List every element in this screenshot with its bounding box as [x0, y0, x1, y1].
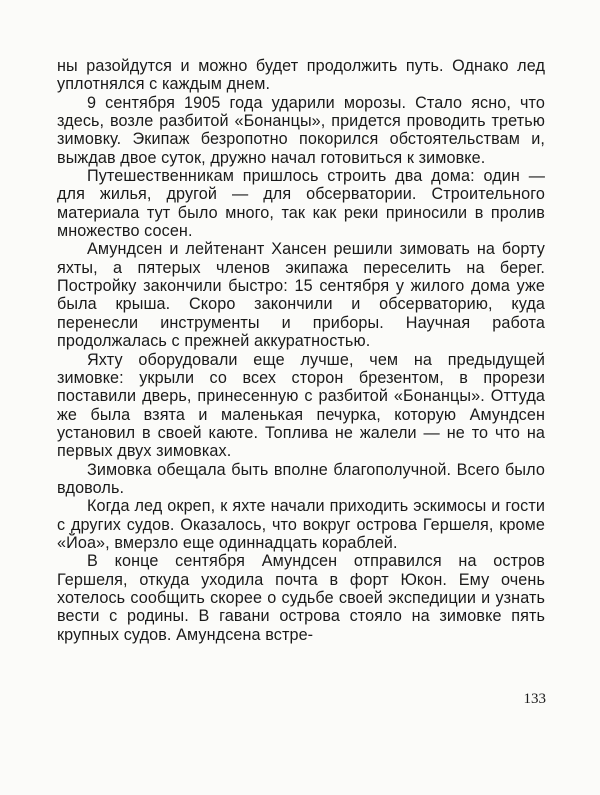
paragraph-1: ны разойдутся и можно будет продолжить путь. Однако лед уплотнялся с каждым днем.	[57, 57, 545, 94]
paragraph-4: Амундсен и лейтенант Хансен решили зимовать на борту яхты, а пятерых членов экипажа переселить на берег. Постройку закончили быстро: 15 сентября у жилого дома уже была крыша. Скоро закончили и обсерваторию, куда перенесли инструменты и приборы. Научная работа продолжалась с прежней аккуратностью.	[57, 240, 545, 351]
paragraph-7: Когда лед окреп, к яхте начали приходить эскимосы и гости с других судов. Оказалось, что вокруг острова Гершеля, кроме «Йоа», вмерзло еще одиннадцать кораблей.	[57, 497, 545, 552]
paragraph-8: В конце сентября Амундсен отправился на остров Гершеля, откуда уходила почта в форт Юкон. Ему очень хотелось сообщить скорее о судьбе своей экспедиции и узнать вести с родины. В гавани острова стояло на зимовке пять крупных судов. Амундсена встре-	[57, 552, 545, 644]
paragraph-5: Яхту оборудовали еще лучше, чем на предыдущей зимовке: укрыли со всех сторон брезентом, в прорези поставили дверь, принесенную с разбитой «Бонанцы». Оттуда же была взята и маленькая печурка, которую Амундсен установил в своей каюте. Топлива не жалели — не то что на первых двух зимовках.	[57, 350, 545, 461]
paragraph-3: Путешественникам пришлось строить два дома: один — для жилья, другой — для обсерватории. Строительного материала тут было много, так как реки приносили в пролив множество сосен.	[57, 167, 545, 241]
paragraph-2: 9 сентября 1905 года ударили морозы. Стало ясно, что здесь, возле разбитой «Бонанцы», придется проводить третью зимовку. Экипаж безропотно покорился обстоятельствам и, выждав двое суток, дружно начал готовиться к зимовке.	[57, 93, 545, 167]
page-number: 133	[523, 691, 546, 707]
paragraph-6: Зимовка обещала быть вполне благополучной. Всего было вдоволь.	[57, 460, 545, 497]
body-text	[57, 57, 545, 644]
